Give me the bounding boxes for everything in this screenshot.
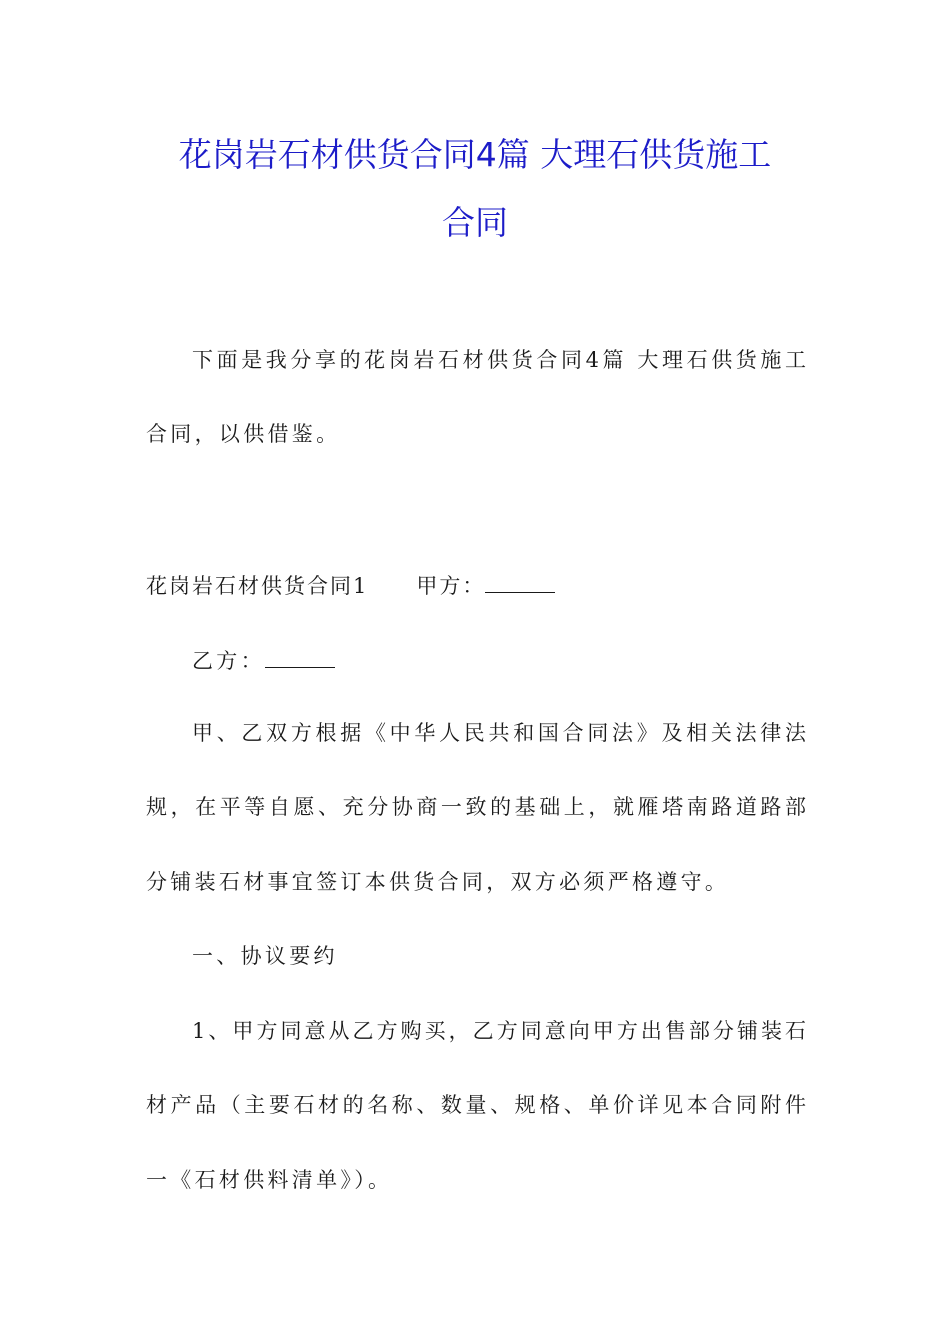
contract-heading-row <box>146 574 806 597</box>
document-title-line-1: 花岗岩石材供货合同4篇 大理石供货施工 <box>178 135 772 174</box>
party-a-blank <box>485 574 555 593</box>
para1-line-1: 甲、乙双方根据《中华人民共和国合同法》及相关法律法 <box>192 721 806 745</box>
intro-line-1: 下面是我分享的花岗岩石材供货合同4篇 大理石供货施工 <box>192 348 806 372</box>
party-a-label: 甲方： <box>416 574 486 598</box>
item1-line-3: 一《石材供料清单》）。 <box>146 1168 393 1192</box>
party-b-row <box>192 649 806 672</box>
section1-heading: 一、协议要约 <box>192 944 338 968</box>
document-title-line-2: 合同 <box>442 203 508 242</box>
para1-line-3: 分铺装石材事宜签订本供货合同，双方必须严格遵守。 <box>146 870 730 894</box>
para1-line-2: 规，在平等自愿、充分协商一致的基础上，就雁塔南路道路部 <box>146 795 806 819</box>
intro-line-2: 合同，以供借鉴。 <box>146 422 341 446</box>
party-b-label: 乙方： <box>192 649 265 673</box>
item1-line-2: 材产品（主要石材的名称、数量、规格、单价详见本合同附件 <box>146 1093 806 1117</box>
contract-heading: 花岗岩石材供货合同1 <box>146 574 369 598</box>
item1-line-1: 1、甲方同意从乙方购买，乙方同意向甲方出售部分铺装石 <box>192 1019 806 1043</box>
party-b-blank <box>265 649 335 668</box>
